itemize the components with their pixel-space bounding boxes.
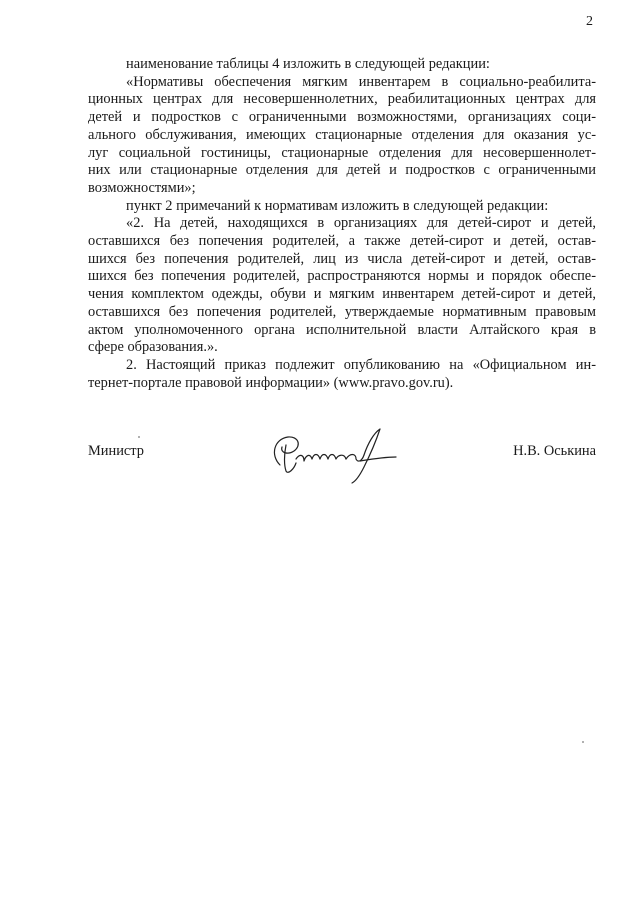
paragraph-line: луг социальной гостиницы, стационарные отделения для несовершеннолет-: [88, 144, 596, 161]
paragraph-line: оставшихся без попечения родителей, а также детей-сирот и детей, остав-: [88, 233, 596, 250]
paragraph-line: оставшихся без попечения родителей, утверждаемые нормативным правовым: [88, 303, 596, 320]
paragraph-line: актом уполномоченного органа исполнительной власти Алтайского края в: [88, 321, 596, 338]
paragraph-line: шихся без попечения родителей, распространяются нормы и порядок обеспе-: [88, 268, 596, 285]
paragraph-line: 2. Настоящий приказ подлежит опубликованию на «Официальном ин-: [126, 356, 596, 373]
document-body: [88, 56, 596, 392]
paragraph-line: них или стационарные отделения для детей и подростков с ограниченными: [88, 162, 596, 179]
signatory-name: Н.В. Оськина: [513, 443, 596, 459]
paragraph-line: «Нормативы обеспечения мягким инвентарем в социально-реабилита-: [126, 73, 596, 90]
scan-speck: [582, 741, 584, 743]
paragraph-line: пункт 2 примечаний к нормативам изложить в следующей редакции:: [126, 197, 549, 214]
signature-block: [88, 443, 596, 493]
paragraph-line: ционных центрах для несовершеннолетних, реабилитационных центрах для: [88, 91, 596, 108]
paragraph-line: чения комплектом одежды, обуви и мягким инвентарем детей-сирот и детей,: [88, 286, 596, 303]
paragraph-line: детей и подростков с ограниченными возможностями, организациях соци-: [88, 109, 596, 126]
signatory-title: Министр: [88, 443, 144, 459]
paragraph-line: сфере образования.».: [88, 339, 218, 356]
paragraph-line: ального обслуживания, имеющих стационарные отделения для оказания ус-: [88, 126, 596, 143]
scan-speck: [138, 436, 140, 438]
page-number: 2: [586, 14, 593, 29]
paragraph-line: возможностями»;: [88, 179, 196, 196]
handwritten-signature: [264, 425, 404, 485]
paragraph-line: шихся без попечения родителей, лиц из числа детей-сирот и детей, остав-: [88, 250, 596, 267]
paragraph-line: наименование таблицы 4 изложить в следующей редакции:: [126, 56, 490, 72]
paragraph-line: тернет-портале правовой информации» (www.pravo.gov.ru).: [88, 374, 454, 391]
paragraph-line: «2. На детей, находящихся в организациях для детей-сирот и детей,: [126, 215, 596, 232]
